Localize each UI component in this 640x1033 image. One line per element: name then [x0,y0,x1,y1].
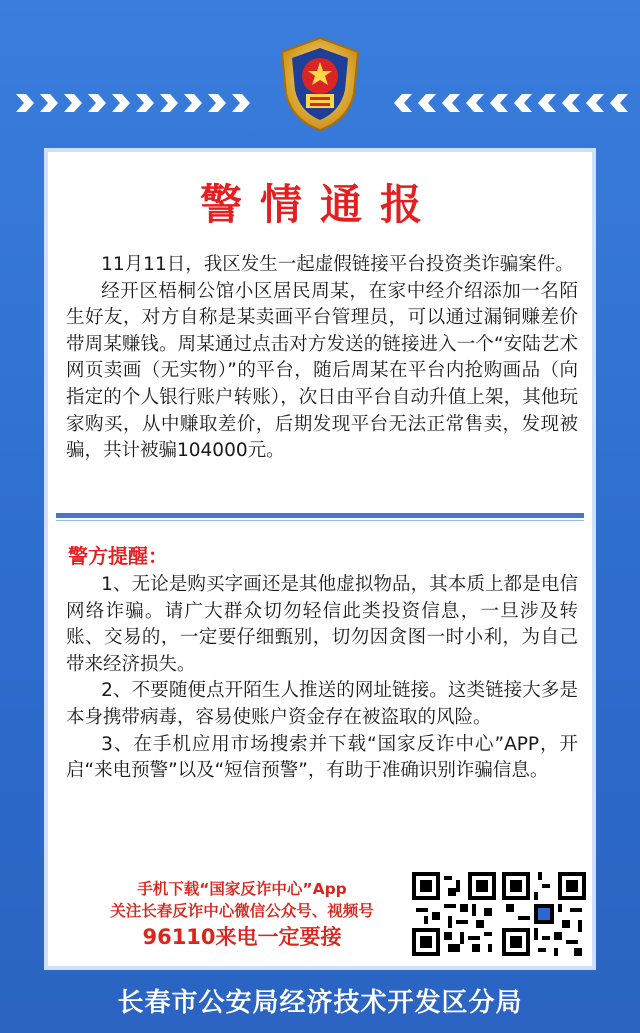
chevron-left-icon [488,92,510,114]
reminder-item: 3、在手机应用市场搜索并下载“国家反诈中心”APP，开启“来电预警”以及“短信预警”，有助于准确识别诈骗信息。 [66,733,578,782]
chevron-right-icon [182,92,204,114]
chevron-left-icon [416,92,438,114]
report-paragraph: 11月11日，我区发生一起虚假链接平台投资类诈骗案件。 [101,254,574,275]
chevron-left-icon [608,92,630,114]
footer-download-line: 手机下载“国家反诈中心”App [137,880,347,898]
reminder-item: 1、无论是购买字画还是其他虚拟物品，其本质上都是电信网络诈骗。请广大群众切勿轻信此类投资信息，一旦涉及转账、交易的，一定要仔细甄别，切勿因贪图一时小利，为自己带来经济损失。 [66,574,578,675]
chevron-right-icon [158,92,180,114]
police-emblem-icon [270,34,370,134]
reminder-item: 2、不要随便点开陌生人推送的网址链接。这类链接大多是本身携带病毒，容易使账户资金存在被盗取的风险。 [66,680,578,728]
chevron-right-icon [110,92,132,114]
chevron-left-icon [560,92,582,114]
footer-follow-line: 关注长春反诈中心微信公众号、视频号 [110,902,374,920]
chevron-right-icon [206,92,228,114]
chevron-right-icon [230,92,252,114]
chevron-right-icon [86,92,108,114]
chevron-left-icon [392,92,414,114]
report-paragraph: 经开区梧桐公馆小区居民周某，在家中经介绍添加一名陌生好友，对方自称是某卖画平台管理员，可以通过漏铜赚差价带周某赚钱。周某通过点击对方发送的链接进入一个“安陆艺术网页卖画（无实物）”的平台，随后周某在平台内抢购画品（向指定的个人银行账户转账），次日由平台自动升值上架，其他玩家购买，从中赚取差价，后期发现平台无法正常售卖，发现被骗，共计被骗104000元。 [66,280,578,462]
right-chevron-wing [392,92,630,118]
chevron-right-icon [14,92,36,114]
section-divider-thin [56,520,584,521]
notice-title: 警情通报 [199,180,440,229]
section-divider [56,513,584,518]
chevron-right-icon [134,92,156,114]
left-chevron-wing [14,92,252,118]
chevron-left-icon [584,92,606,114]
chevron-left-icon [464,92,486,114]
qr-code-icon [412,872,496,956]
notice-panel [44,148,596,970]
qr-code-icon [502,872,586,956]
issuer-name: 长春市公安局经济技术开发区分局 [117,988,523,1018]
chevron-left-icon [512,92,534,114]
reminder-list [66,572,578,785]
chevron-left-icon [440,92,462,114]
incident-report [66,252,578,465]
reminder-title: 警方提醒： [68,544,168,568]
footer-hotline-line: 96110来电一定要接 [142,925,342,949]
chevron-right-icon [38,92,60,114]
chevron-right-icon [62,92,84,114]
footer-lines [72,878,412,952]
chevron-left-icon [536,92,558,114]
